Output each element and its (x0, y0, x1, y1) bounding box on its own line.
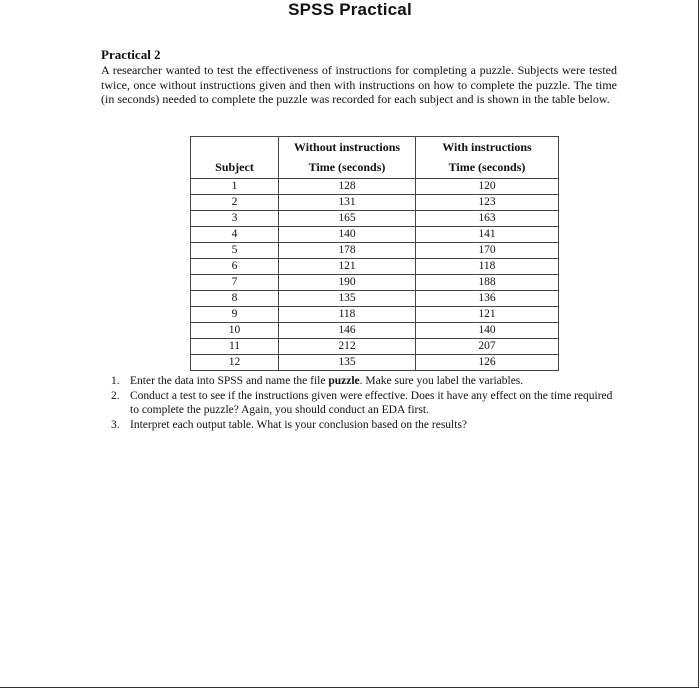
cell-with: 120 (416, 179, 559, 195)
data-table (190, 136, 559, 371)
table-row (191, 275, 559, 291)
question-text: Interpret each output table. What is your conclusion based on the results? (130, 419, 468, 431)
table-row (191, 323, 559, 339)
table-row (191, 227, 559, 243)
header-subject: Subject (191, 157, 279, 179)
cell-without: 135 (279, 291, 416, 307)
table-row (191, 291, 559, 307)
cell-without: 131 (279, 195, 416, 211)
question-number: 2. (111, 390, 120, 402)
cell-subject: 10 (191, 323, 279, 339)
table-row (191, 307, 559, 323)
cell-with: 118 (416, 259, 559, 275)
table-row (191, 179, 559, 195)
question-text: Conduct a test to see if the instructions given were effective. Does it have any effect on the time required to complete the puzzle? Again, you should conduct an EDA first. (130, 390, 613, 416)
question-text-end: . Make sure you label the variables. (359, 375, 524, 387)
table-row (191, 243, 559, 259)
question-filename: puzzle (328, 375, 360, 387)
cell-subject: 12 (191, 355, 279, 371)
question-number: 1. (111, 375, 120, 387)
cell-without: 146 (279, 323, 416, 339)
cell-with: 126 (416, 355, 559, 371)
header-with-instructions: With instructions (416, 137, 559, 158)
cell-with: 188 (416, 275, 559, 291)
cell-subject: 3 (191, 211, 279, 227)
cell-without: 165 (279, 211, 416, 227)
cell-with: 123 (416, 195, 559, 211)
cell-without: 128 (279, 179, 416, 195)
cell-with: 141 (416, 227, 559, 243)
header-time-with: Time (seconds) (416, 157, 559, 179)
cell-with: 136 (416, 291, 559, 307)
header-subject-top (191, 137, 279, 158)
cell-subject: 11 (191, 339, 279, 355)
cell-subject: 8 (191, 291, 279, 307)
cell-with: 140 (416, 323, 559, 339)
table-row (191, 195, 559, 211)
page-title: SPSS Practical (288, 0, 412, 19)
question-item (103, 374, 623, 388)
cell-subject: 5 (191, 243, 279, 259)
question-item (103, 389, 623, 417)
question-item (103, 418, 623, 432)
cell-without: 118 (279, 307, 416, 323)
header-without-instructions: Without instructions (279, 137, 416, 158)
question-number: 3. (111, 419, 120, 431)
table-row (191, 355, 559, 371)
cell-without: 135 (279, 355, 416, 371)
table-row (191, 339, 559, 355)
cell-without: 190 (279, 275, 416, 291)
cell-subject: 4 (191, 227, 279, 243)
cell-subject: 1 (191, 179, 279, 195)
header-time-without: Time (seconds) (279, 157, 416, 179)
cell-without: 140 (279, 227, 416, 243)
table-row (191, 259, 559, 275)
table-body (191, 179, 559, 371)
cell-with: 207 (416, 339, 559, 355)
cell-subject: 6 (191, 259, 279, 275)
cell-without: 121 (279, 259, 416, 275)
cell-with: 170 (416, 243, 559, 259)
intro-paragraph: A researcher wanted to test the effectiveness of instructions for completing a puzzle. Subjects were tested twice, once without instructions given and then with instructions on how to complete the puzzle. The time (in seconds) needed to complete the puzzle was recorded for each subject and is shown in the table below. (101, 63, 617, 106)
cell-subject: 7 (191, 275, 279, 291)
table-subheader-row (191, 157, 559, 179)
cell-without: 178 (279, 243, 416, 259)
question-list (103, 374, 623, 433)
table-header-row (191, 137, 559, 158)
table-row (191, 211, 559, 227)
section-title: Practical 2 (101, 47, 161, 62)
question-text: Enter the data into SPSS and name the file (130, 375, 329, 387)
cell-with: 121 (416, 307, 559, 323)
cell-with: 163 (416, 211, 559, 227)
cell-subject: 2 (191, 195, 279, 211)
cell-without: 212 (279, 339, 416, 355)
cell-subject: 9 (191, 307, 279, 323)
